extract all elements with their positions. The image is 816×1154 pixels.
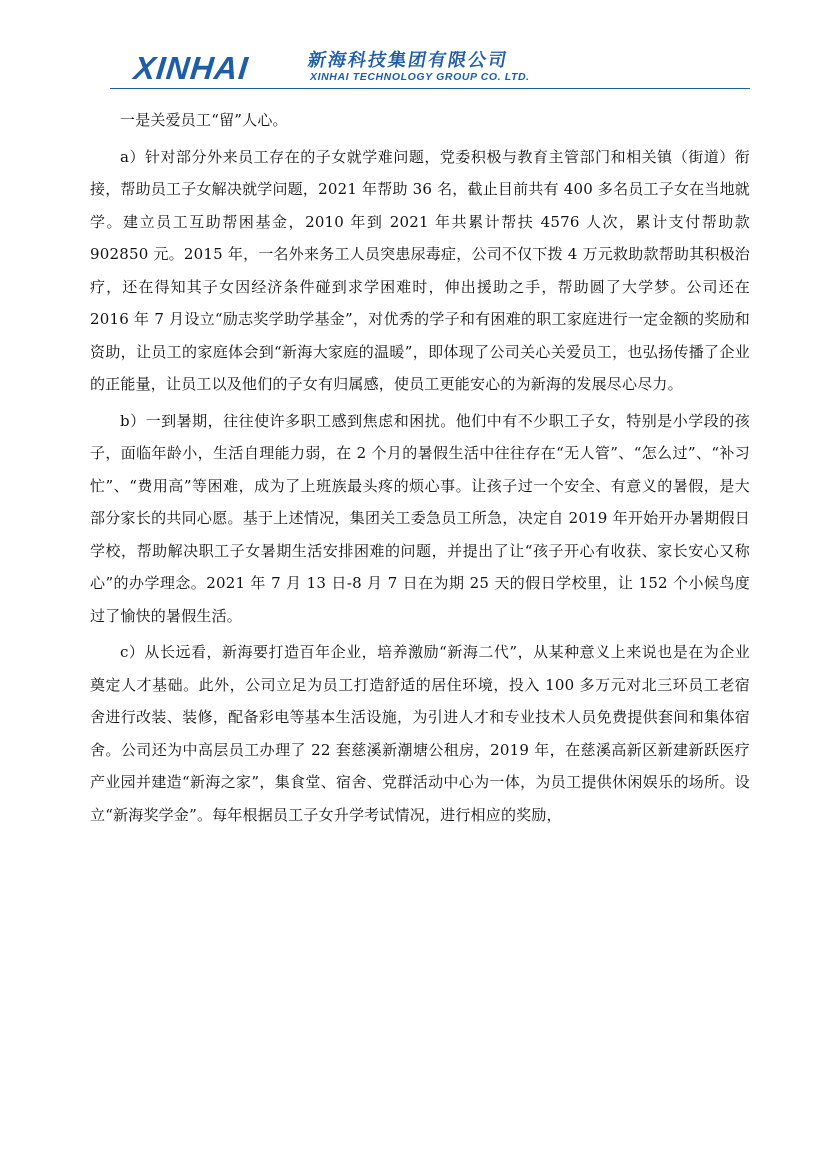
company-name-cn: 新海科技集团有限公司	[306, 50, 510, 71]
paragraph-c: c）从长远看，新海要打造百年企业，培养激励“新海二代”，从某种意义上来说也是在为企业奠定人才基础。此外，公司立足为员工打造舒适的居住环境，投入 100 多万元对北三环员工老宿舍进行改装、装修，配备彩电等基本生活设施，为引进人才和专业技术人员免费提供套间和集体宿舍。公司还为中高层员工办理了 22 套慈溪新潮塘公租房，2019 年，在慈溪高新区新建新跃医疗产业园并建造“新海之家”，集食堂、宿舍、党群活动中心为一体，为员工提供休闲娱乐的场所。设立“新海奖学金”。每年根据员工子女升学考试情况，进行相应的奖励，	[90, 643, 750, 824]
header-divider	[110, 88, 750, 89]
page-header	[130, 44, 750, 90]
paragraph-b: b）一到暑期，往往使许多职工感到焦虑和困扰。他们中有不少职工子女，特别是小学段的孩子，面临年龄小，生活自理能力弱，在 2 个月的暑假生活中往往存在“无人管”、“怎么过”、“补习忙”、“费用高”等困难，成为了上班族最头疼的烦心事。让孩子过一个安全、有意义的暑假，是大部分家长的共同心愿。基于上述情况，集团关工委急员工所急，决定自 2019 年开始开办暑期假日学校，帮助解决职工子女暑期生活安排困难的问题，并提出了让“孩子开心有收获、家长安心又称心”的办学理念。2021 年 7 月 13 日-8 月 7 日在为期 25 天的假日学校里，让 152 个小候鸟度过了愉快的暑假生活。	[90, 411, 750, 625]
section-heading: 一是关爱员工“留”人心。	[120, 111, 288, 129]
document-body	[90, 104, 750, 831]
paragraph-a: a）针对部分外来员工存在的子女就学难问题，党委积极与教育主管部门和相关镇（街道）衔接，帮助员工子女解决就学问题，2021 年帮助 36 名，截止目前共有 400 多名员工子女在当地就学。建立员工互助帮困基金，2010 年到 2021 年共累计帮扶 4576 人次，累计支付帮助款 902850 元。2015 年，一名外来务工人员突患尿毒症，公司不仅下拨 4 万元救助款帮助其积极治疗，还在得知其子女因经济条件碰到求学困难时，伸出援助之手，帮助圆了大学梦。公司还在 2016 年 7 月设立“励志奖学助学基金”，对优秀的学子和有困难的职工家庭进行一定金额的奖励和资助，让员工的家庭体会到“新海大家庭的温暖”，即体现了公司关心关爱员工，也弘扬传播了企业的正能量，让员工以及他们的子女有归属感，使员工更能安心的为新海的发展尽心尽力。	[90, 147, 750, 393]
company-logo: XINHAI	[132, 50, 251, 86]
company-name-en: XINHAI TECHNOLOGY GROUP CO. LTD.	[310, 71, 530, 83]
